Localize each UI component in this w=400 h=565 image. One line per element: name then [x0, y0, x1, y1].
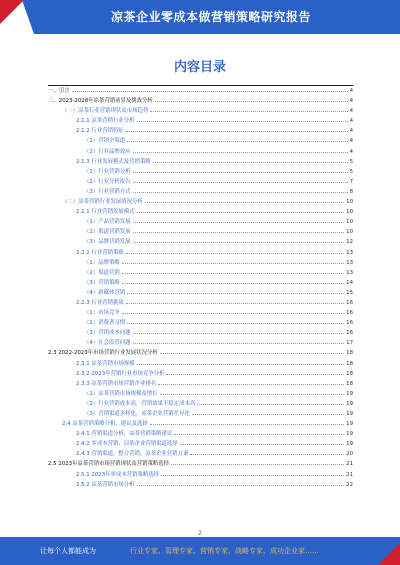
toc-entry-label: （4）社会监管问题 — [84, 340, 131, 347]
toc-entry-page: 22 — [346, 481, 353, 488]
toc-entry-label: 2.3 2022-2023年市场营销行业发展状况分析 — [48, 350, 158, 357]
toc-entry-page: 14 — [346, 279, 353, 286]
toc-entry-label: （1）市场竞争 — [84, 310, 120, 317]
toc-entry-label: 2.1.2 行业营销特征 — [76, 128, 124, 135]
toc-leader-dots — [133, 192, 348, 193]
toc-entry-label: （4）新媒体营销 — [84, 289, 126, 296]
footer-slogan: 让每个人都能成为 — [40, 547, 96, 555]
report-title: 凉茶企业零成本做营销策略研究报告 — [110, 10, 311, 24]
toc-entry-page: 10 — [346, 229, 353, 236]
toc-entry-label: （2）行业营销成本高，营销效果不稳定成本高 — [84, 400, 196, 407]
toc-entry-page: 18 — [346, 370, 353, 377]
toc-entry-page: 19 — [346, 400, 353, 407]
toc-entry-label: （1）营销全渠道 — [84, 138, 126, 145]
toc-entry[interactable] — [48, 217, 353, 227]
toc-entry-page: 19 — [346, 411, 353, 417]
header-red-corner — [0, 0, 24, 24]
toc-entry[interactable] — [48, 480, 353, 490]
toc-entry-page: 10 — [346, 219, 353, 226]
toc-entry-page: 21 — [346, 471, 353, 478]
toc-leader-dots — [127, 293, 344, 294]
toc-entry-label: 2.4.2 零成本营销，凉茶企业营销渠道选择 — [76, 441, 178, 448]
toc-entry[interactable] — [48, 359, 353, 369]
toc-entry-page: 21 — [346, 461, 353, 468]
toc-entry-page: 4 — [349, 98, 353, 105]
toc-entry[interactable] — [48, 157, 353, 167]
toc-entry-label: （一）凉茶行业营销现状及市场趋势 — [62, 108, 149, 115]
toc-entry[interactable] — [48, 318, 353, 328]
toc-leader-dots — [150, 111, 347, 112]
table-of-contents — [48, 86, 353, 490]
toc-entry[interactable] — [48, 439, 353, 449]
toc-entry-label: 2.5.1 2023年零成本营销策略选择 — [76, 471, 160, 478]
toc-leader-dots — [190, 454, 344, 455]
toc-leader-dots — [153, 162, 348, 163]
toc-leader-dots — [127, 141, 347, 142]
toc-entry[interactable] — [48, 237, 353, 247]
toc-entry[interactable] — [48, 389, 353, 399]
toc-entry-page: 18 — [346, 350, 353, 357]
toc-entry-label: （1）产品营销发展 — [84, 219, 131, 226]
toc-leader-dots — [174, 434, 344, 435]
toc-leader-dots — [133, 333, 345, 334]
toc-entry-label: （1）行业营销分析 — [84, 168, 131, 175]
toc-entry-page: 16 — [346, 299, 353, 306]
toc-leader-dots — [137, 121, 348, 122]
toc-entry[interactable] — [48, 369, 353, 379]
toc-entry[interactable] — [48, 429, 353, 439]
toc-entry-page: 8 — [349, 188, 353, 195]
toc-entry[interactable] — [48, 278, 353, 288]
toc-leader-dots — [137, 485, 345, 486]
toc-entry[interactable] — [48, 248, 353, 258]
toc-entry[interactable] — [48, 379, 353, 389]
toc-entry-label: 2.4.3 营销渠道，整合营销，凉茶企业营销方案 — [76, 451, 189, 458]
toc-entry-page: 18 — [346, 380, 353, 387]
toc-leader-dots — [127, 323, 344, 324]
toc-entry-label: 2.3.1 凉茶营销市场规模 — [76, 360, 135, 367]
toc-entry-page: 7 — [349, 178, 353, 185]
toc-entry[interactable] — [48, 197, 353, 207]
toc-entry-page: 19 — [346, 390, 353, 397]
toc-entry[interactable] — [48, 106, 353, 116]
toc-entry[interactable] — [48, 348, 353, 358]
toc-leader-dots — [180, 444, 344, 445]
toc-leader-dots — [137, 212, 345, 213]
toc-leader-dots — [133, 242, 345, 243]
toc-entry-page: 16 — [346, 310, 353, 317]
toc-entry-page: 17 — [346, 340, 353, 347]
toc-leader-dots — [160, 394, 345, 395]
toc-entry-page: 4 — [349, 138, 353, 145]
toc-leader-dots — [126, 303, 344, 304]
toc-leader-dots — [122, 273, 344, 274]
toc-entry[interactable] — [48, 470, 353, 480]
toc-entry[interactable] — [48, 459, 353, 469]
toc-leader-dots — [72, 91, 348, 92]
toc-entry-page: 10 — [346, 199, 353, 206]
toc-entry-label: （2）行业分析报告 — [84, 178, 131, 185]
toc-entry[interactable] — [48, 258, 353, 268]
toc-leader-dots — [171, 464, 344, 465]
toc-entry-page: 16 — [346, 320, 353, 327]
toc-entry[interactable] — [48, 399, 353, 409]
toc-entry[interactable] — [48, 227, 353, 237]
toc-entry-label: 2.1.3 行业发展模式及营销策略 — [76, 158, 151, 165]
toc-entry-page: 4 — [349, 148, 353, 155]
toc-entry-label: 二、2023-2028年凉茶营销前景及挑战分析 — [48, 98, 153, 105]
toc-leader-dots — [197, 404, 344, 405]
report-header — [0, 0, 400, 34]
toc-leader-dots — [161, 475, 344, 476]
toc-entry-label: 2.5.2 凉茶营销市场分析 — [76, 481, 135, 488]
toc-entry-label: 2.2.2 行业营销策略 — [76, 249, 124, 256]
toc-entry-label: 2.2.1 行业营销发展模式 — [76, 209, 135, 216]
toc-entry-label: （2）行业品牌效应 — [84, 148, 131, 155]
toc-entry-page: 15 — [346, 289, 353, 296]
toc-entry-label: 2.4.1 营销渠道分析，凉茶营销策略建议 — [76, 431, 173, 438]
toc-entry-page: 19 — [346, 441, 353, 448]
toc-entry-page: 20 — [346, 451, 353, 458]
toc-entry-page: 13 — [346, 259, 353, 266]
toc-leader-dots — [192, 414, 344, 415]
toc-leader-dots — [150, 424, 344, 425]
toc-entry-page: 16 — [346, 330, 353, 337]
toc-leader-dots — [137, 364, 345, 365]
toc-entry-page: 4 — [349, 118, 353, 125]
toc-entry-page: 13 — [346, 269, 353, 276]
toc-entry-label: 2.5 2023年凉茶营销市场营销现状及营销策略选择 — [48, 461, 170, 468]
toc-entry-page: 13 — [346, 249, 353, 256]
toc-entry-label: 2.4 凉茶营销策略分析、建议及选择 — [62, 421, 148, 428]
toc-entry[interactable] — [48, 419, 353, 429]
toc-entry-label: （3）营销策略 — [84, 279, 120, 286]
toc-leader-dots — [133, 222, 345, 223]
toc-entry[interactable] — [48, 86, 353, 96]
toc-entry[interactable] — [48, 288, 353, 298]
toc-entry[interactable] — [48, 136, 353, 146]
toc-entry-label: 2.3.2 2023年营销行业市场竞争分析 — [76, 370, 165, 377]
toc-entry[interactable] — [48, 328, 353, 338]
toc-leader-dots — [155, 101, 348, 102]
toc-leader-dots — [122, 283, 344, 284]
toc-entry-label: （2）渠道营销发展 — [84, 229, 131, 236]
toc-entry-page: 5 — [349, 158, 353, 165]
toc-entry[interactable] — [48, 298, 353, 308]
toc-entry-label: （3）行业营销方式 — [84, 188, 131, 195]
toc-entry-page: 5 — [349, 168, 353, 175]
toc-entry-page: 12 — [346, 239, 353, 246]
toc-leader-dots — [126, 131, 348, 132]
toc-entry-page: 10 — [346, 209, 353, 216]
toc-entry-page: 18 — [346, 360, 353, 367]
footer-roles: 行业专家、管理专家、营销专家、战略专家、成功企业家…… — [130, 547, 319, 555]
toc-entry-label: 2.2.3 行业营销挑战 — [76, 299, 124, 306]
toc-leader-dots — [126, 253, 344, 254]
toc-entry-label: （1）凉茶营销市场规模及增长 — [84, 390, 158, 397]
footer-red-corner — [378, 543, 400, 565]
page-number: 2 — [198, 530, 202, 537]
toc-entry[interactable] — [48, 187, 353, 197]
toc-entry[interactable] — [48, 147, 353, 157]
toc-entry-label: （3）营销渠道多样化，凉茶企业营销差异化 — [84, 411, 190, 417]
toc-entry-page: 4 — [349, 88, 353, 94]
toc-entry[interactable] — [48, 338, 353, 348]
toc-entry-label: 一、引言 — [48, 88, 70, 94]
toc-leader-dots — [133, 172, 348, 173]
toc-leader-dots — [160, 353, 344, 354]
toc-entry-label: （2）消费者习惯 — [84, 320, 126, 327]
toc-entry-label: （3）品牌营销发展 — [84, 239, 131, 246]
toc-leader-dots — [133, 232, 345, 233]
toc-leader-dots — [133, 182, 348, 183]
toc-entry[interactable] — [48, 409, 353, 419]
toc-entry[interactable] — [48, 96, 353, 106]
toc-leader-dots — [166, 374, 344, 375]
toc-entry[interactable] — [48, 207, 353, 217]
toc-leader-dots — [145, 202, 344, 203]
toc-leader-dots — [133, 152, 348, 153]
toc-entry-label: （二）凉茶营销行业发展情况分析 — [62, 199, 143, 206]
toc-entry[interactable] — [48, 177, 353, 187]
toc-entry-label: 2.1.1 凉茶营销行业分析 — [76, 118, 135, 125]
toc-leader-dots — [158, 384, 344, 385]
toc-entry-page: 19 — [346, 431, 353, 438]
toc-entry[interactable] — [48, 116, 353, 126]
report-footer — [0, 537, 400, 565]
toc-entry[interactable] — [48, 126, 353, 136]
toc-entry-page: 19 — [346, 421, 353, 428]
toc-entry-page: 4 — [349, 128, 353, 135]
toc-leader-dots — [133, 343, 345, 344]
toc-heading: 内容目录 — [173, 60, 226, 75]
toc-leader-dots — [122, 263, 344, 264]
toc-entry[interactable] — [48, 308, 353, 318]
toc-entry-page: 4 — [349, 108, 353, 115]
toc-entry[interactable] — [48, 167, 353, 177]
toc-entry-label: 2.3.3 凉茶营销市场营销企业排名 — [76, 380, 157, 387]
toc-leader-dots — [122, 313, 344, 314]
toc-entry-label: （1）品牌策略 — [84, 259, 120, 266]
toc-entry[interactable] — [48, 268, 353, 278]
toc-entry-label: （3）营销成本问题 — [84, 330, 131, 337]
toc-entry[interactable] — [48, 449, 353, 459]
toc-entry-label: （2）渠道营销 — [84, 269, 120, 276]
